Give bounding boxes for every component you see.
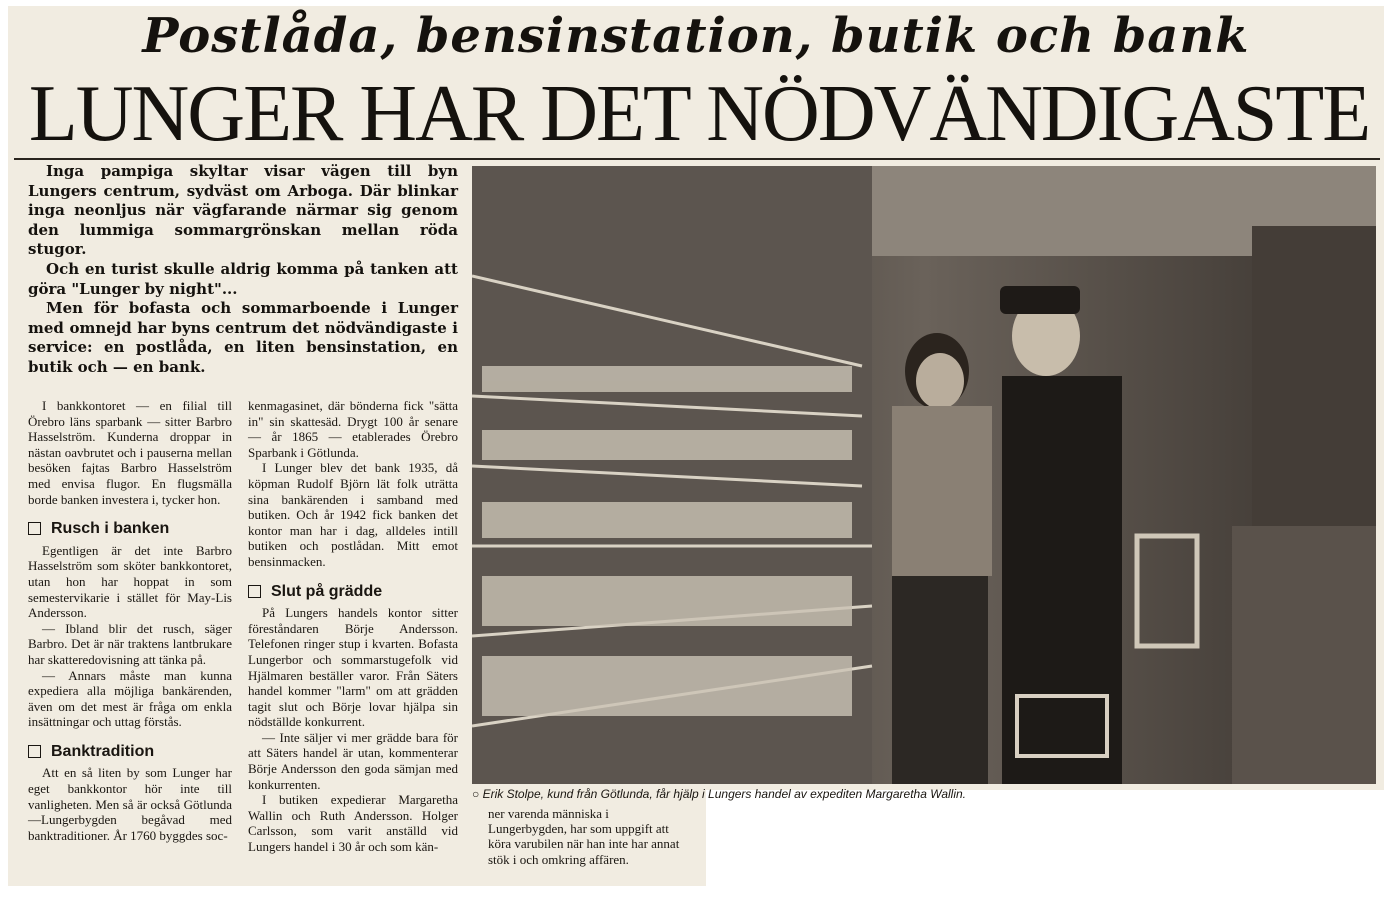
checkbox-bullet-icon [28,522,41,535]
body-paragraph: I Lunger blev det bank 1935, då köpman Rudolf Björn lät folk uträtta sina bankärenden i samband med butiken. Och år 1942 fick banken det kontor man har i dag, alldeles intill butiken och postlådan. Mitt emot bensinmacken. [248,460,458,569]
subheading [28,521,232,537]
body-paragraph: Att en så liten by som Lunger har eget bankkontor hör inte till vanligheten. Men så är också Götlunda—Lungerbygden begåvad med banktraditioner. År 1760 byggdes soc- [28,765,232,843]
intro-paragraph: Och en turist skulle aldrig komma på tanken att göra "Lunger by night"... [28,259,458,298]
subheading-text: Rusch i banken [51,520,170,538]
body-paragraph: kenmagasinet, där bönderna fick "sätta in" sin skattesäd. Drygt 100 år senare — år 1865 — etablerades Örebro Sparbank i Götlunda. [248,398,458,460]
subheading [248,584,458,600]
store-photo-illustration [472,166,1376,784]
store-photo [472,166,1376,784]
article-column-1 [28,398,232,843]
body-paragraph: I bankkontoret — en filial till Örebro läns sparbank — sitter Barbro Hasselström. Kunderna droppar in nästan oavbrutet och i pauserna mellan besöken fajtas Barbro Hasselström med envisa flugor. En flugsmälla borde banken investera i, tycker hon. [28,398,232,507]
photo-caption: ○ Erik Stolpe, kund från Götlunda, får hjälp i Lungers handel av expediten Margaretha Wallin. [472,787,966,801]
headline-rule [14,158,1380,160]
subheading-text: Banktradition [51,742,155,760]
subheading-text: Slut på grädde [271,582,383,600]
body-paragraph: — Annars måste man kunna expediera alla möjliga bankärenden, även om det mest är fråga om enkla insättningar och uttag förstås. [28,667,232,730]
body-paragraph: Egentligen är det inte Barbro Hasselström som sköter bankkontoret, utan hon har hoppat in som semestervikarie i stället för May-Lis Andersson. [28,542,232,621]
body-paragraph: ner varenda människa i Lungerbygden, har som uppgift att köra varubilen när han inte har annat stök i och omkring affären. [488,806,680,867]
caption-text: Erik Stolpe, kund från Götlunda, får hjälp i Lungers handel av expediten Margaretha Wallin. [482,787,966,801]
intro-lead [28,162,458,378]
body-paragraph: — Inte säljer vi mer grädde bara för att Säters handel är utan, kommenterar Börje Andersson den goda sämjan med konkurrenten. [248,729,458,792]
subheading [28,744,232,760]
clipping-cutout-edge [706,790,1392,900]
intro-paragraph: Men för bofasta och sommarboende i Lunger med omnejd har byns centrum det nödvändigaste i service: en postlåda, en liten bensinstation, en butik och — en bank. [28,299,458,376]
intro-paragraph: Inga pampiga skyltar visar vägen till byn Lungers centrum, sydväst om Arboga. Där blinkar inga neonljus när vägfarande närmar sig genom den lummiga sommargrönskan mellan röda stugor. [28,162,458,259]
body-paragraph: I butiken expedierar Margaretha Wallin och Ruth Andersson. Holger Carlsson, som varit anställd vid Lungers handel i 30 år och som kän- [248,792,458,855]
body-paragraph: På Lungers handels kontor sitter föreståndaren Börje Andersson. Telefonen ringer stup i kvarten. Bofasta Lungerbor och sommarstugefolk vid Hjälmaren beställer varor. Från Säters handel kommer "larm" om att grädden tagit slut och Börje lovar hjälpa sin nödställde konkurrent. [248,605,458,730]
main-headline: LUNGER HAR DET NÖDVÄNDIGASTE [28,70,1370,158]
body-paragraph: — Ibland blir det rusch, säger Barbro. Det är när traktens lantbrukare har skatteredovisning att tänka på. [28,620,232,667]
kicker-headline: Postlåda, bensinstation, butik och bank [142,8,1250,64]
article-column-3 [488,806,688,867]
article-column-2 [248,398,458,855]
checkbox-bullet-icon [28,745,41,758]
checkbox-bullet-icon [248,585,261,598]
